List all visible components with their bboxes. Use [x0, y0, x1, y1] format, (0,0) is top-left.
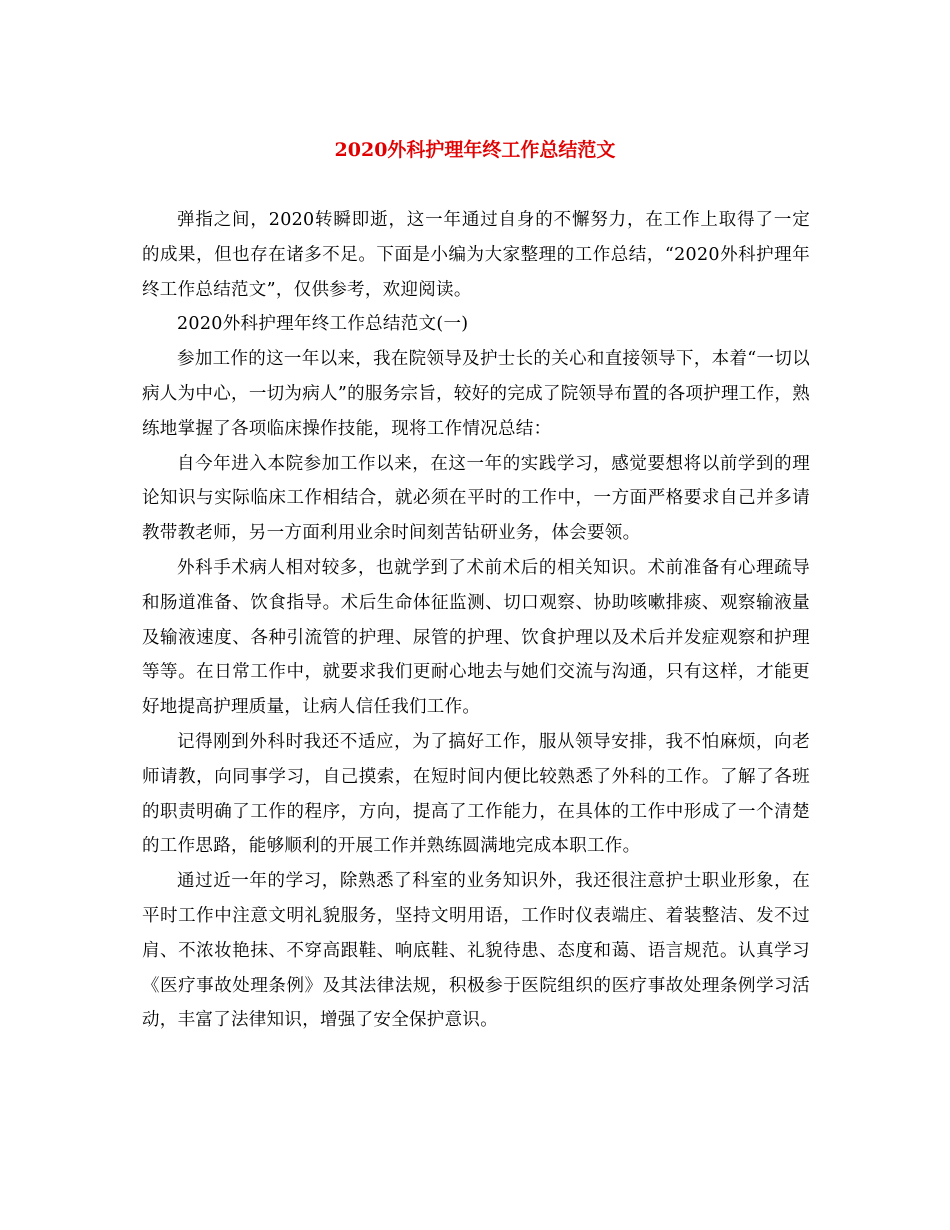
paragraph-learning: 自今年进入本院参加工作以来，在这一年的实践学习，感觉要想将以前学到的理论知识与实际临床工作相结合，就必须在平时的工作中，一方面严格要求自己并多请教带教老师，另一方面利用业余时间刻苦钻研业务，体会要领。	[142, 453, 810, 544]
paragraph-adaptation: 记得刚到外科时我还不适应，为了搞好工作，服从领导安排，我不怕麻烦，向老师请教，向同事学习，自己摸索，在短时间内便比较熟悉了外科的工作。了解了各班的职责明确了工作的程序，方向，提高了工作能力，在具体的工作中形成了一个清楚的工作思路，能够顺利的开展工作并熟练圆满地完成本职工作。	[142, 731, 810, 857]
paragraph-professional-image: 通过近一年的学习，除熟悉了科室的业务知识外，我还很注意护士职业形象，在平时工作中注意文明礼貌服务，坚持文明用语，工作时仪表端庄、着装整洁、发不过肩、不浓妆艳抹、不穿高跟鞋、响底鞋、礼貌待患、态度和蔼、语言规范。认真学习《医疗事故处理条例》及其法律法规，积极参于医院组织的医疗事故处理条例学习活动，丰富了法律知识，增强了安全保护意识。	[142, 871, 810, 1031]
paragraph-overview: 参加工作的这一年以来，我在院领导及护士长的关心和直接领导下，本着“一切以病人为中心，一切为病人”的服务宗旨，较好的完成了院领导布置的各项护理工作，熟练地掌握了各项临床操作技能，现将工作情况总结：	[142, 349, 810, 439]
paragraph-surgery-care: 外科手术病人相对较多，也就学到了术前术后的相关知识。术前准备有心理疏导和肠道准备、饮食指导。术后生命体征监测、切口观察、协助咳嗽排痰、观察输液量及输液速度、各种引流管的护理、尿管的护理、饮食护理以及术后并发症观察和护理等等。在日常工作中，就要求我们更耐心地去与她们交流与沟通，只有这样，才能更好地提高护理质量，让病人信任我们工作。	[142, 557, 810, 718]
paragraph-intro: 弹指之间，2020转瞬即逝，这一年通过自身的不懈努力，在工作上取得了一定的成果，但也存在诸多不足。下面是小编为大家整理的工作总结，“2020外科护理年终工作总结范文”，仅供参考，欢迎阅读。	[142, 210, 810, 300]
document-title: 2020外科护理年终工作总结范文	[334, 139, 616, 161]
section-heading: 2020外科护理年终工作总结范文(一)	[177, 314, 469, 335]
document-body	[142, 203, 810, 1038]
